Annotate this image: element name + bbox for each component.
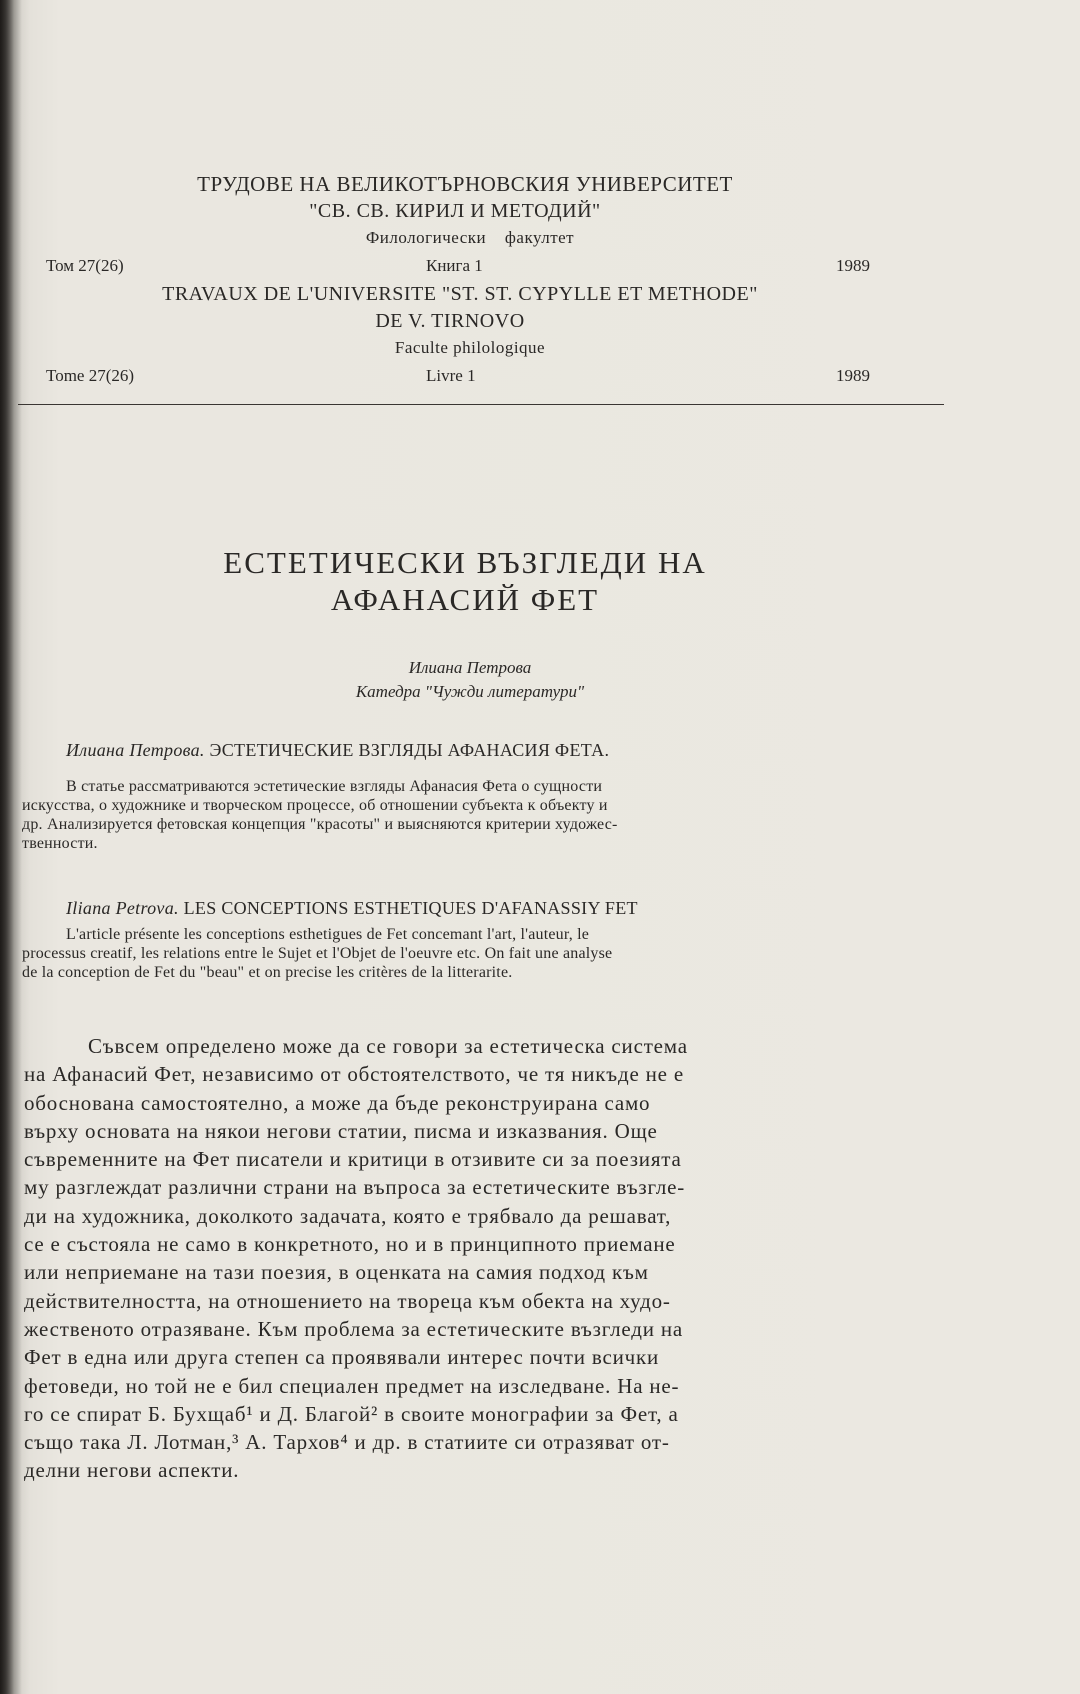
abstract-ru-heading (66, 740, 609, 761)
faculty-fr: Faculte philologique (394, 338, 546, 357)
body-line: Съвсем определено може да се говори за естетическа система (88, 1034, 688, 1058)
university-bg-line1: ТРУДОВЕ НА ВЕЛИКОТЪРНОВСКИЯ УНИВЕРСИТЕТ (197, 172, 733, 196)
book-spine-shadow (0, 0, 22, 1694)
body-line: фетоведи, но той не е бил специален предмет на изследване. На не- (24, 1373, 680, 1398)
university-fr-line2: DE V. TIRNOVO (375, 310, 525, 332)
year-bg: 1989 (836, 256, 870, 275)
university-fr-line1: TRAVAUX DE L'UNIVERSITE "ST. ST. CYPYLLE ET METHODE" (162, 283, 758, 305)
body-line: му разглеждат различни страни на въпроса за естетическите възгле- (24, 1175, 686, 1200)
body-line: върху основата на някои негови статии, писма и изказвания. Още (24, 1118, 658, 1143)
abstract-fr-line: de la conception de Fet du "beau" et on precise les critères de la litterarite. (22, 964, 513, 981)
body-line: също така Л. Лотман,³ А. Тархов⁴ и др. в статиите си отразяват от- (24, 1430, 670, 1455)
body-line: или неприемане на тази поезия, в оценката на самия подход към (24, 1260, 649, 1285)
abstract-ru-line: искусства, о художнике и творческом процессе, об отношении субъекта к объекту и (22, 797, 608, 814)
volume-bg: Том 27(26) (46, 256, 124, 275)
abstract-ru-line: твенности. (22, 835, 98, 852)
body-line: жественото отразяване. Към проблема за естетическите възгледи на (24, 1316, 683, 1341)
abstract-fr-text (22, 925, 922, 982)
book-bg: Книга 1 (426, 256, 483, 275)
abstract-ru-title: ЭСТЕТИЧЕСКИЕ ВЗГЛЯДЫ АФАНАСИЯ ФЕТА. (209, 740, 610, 760)
article-title-line1: ЕСТЕТИЧЕСКИ ВЪЗГЛЕДИ НА (223, 545, 707, 580)
body-line: Фет в една или друга степен са проявявали интерес почти всички (24, 1345, 660, 1370)
faculty-bg: Филологически факултет (365, 228, 575, 247)
abstract-ru-line: В статье рассматриваются эстетические взгляды Афанасия Фета о сущности (66, 778, 603, 795)
author-name: Илиана Петрова (408, 658, 532, 677)
year-fr: 1989 (836, 366, 870, 385)
abstract-fr-line: processus creatif, les relations entre le Sujet et l'Objet de l'oeuvre etc. On fait une analyse (22, 945, 613, 962)
body-line: ди на художника, доколкото задачата, която е трябвало да решават, (24, 1203, 672, 1228)
body-line: обоснована самостоятелно, а може да бъде реконструирана само (24, 1090, 651, 1115)
header-rule (18, 404, 944, 405)
volume-fr: Tome 27(26) (46, 366, 135, 385)
abstract-fr-heading (66, 898, 638, 919)
university-bg-line2: "СВ. СВ. КИРИЛ И МЕТОДИЙ" (309, 200, 601, 222)
abstract-fr-title: LES CONCEPTIONS ESTHETIQUES D'AFANASSIY FET (183, 898, 638, 918)
body-line: действителността, на отношението на твореца към обекта на худо- (24, 1288, 671, 1313)
body-line: на Афанасий Фет, независимо от обстоятелството, че тя никъде не е (24, 1062, 684, 1087)
body-line: се е състояла не само в конкретното, но и в принципното приемане (24, 1232, 676, 1257)
abstract-ru-author: Илиана Петрова. (66, 740, 205, 760)
article-body (24, 1032, 924, 1485)
article-title-line2: АФАНАСИЙ ФЕТ (330, 582, 600, 617)
abstract-fr-author: Iliana Petrova. (66, 898, 179, 918)
abstract-ru-text (22, 777, 922, 853)
abstract-fr-line: L'article présente les conceptions esthetigues de Fet concemant l'art, l'auteur, le (66, 926, 590, 943)
book-fr: Livre 1 (426, 366, 476, 385)
body-line: го се спират Б. Бухщаб¹ и Д. Благой² в своите монографии за Фет, а (24, 1401, 679, 1426)
body-line: съвременните на Фет писатели и критици в отзивите си за поезията (24, 1147, 682, 1172)
body-line: делни негови аспекти. (24, 1458, 240, 1483)
author-department: Катедра "Чужди литератури" (355, 682, 585, 701)
abstract-ru-line: др. Анализируется фетовская концепция "красоты" и выясняются критерии художес- (22, 816, 618, 833)
